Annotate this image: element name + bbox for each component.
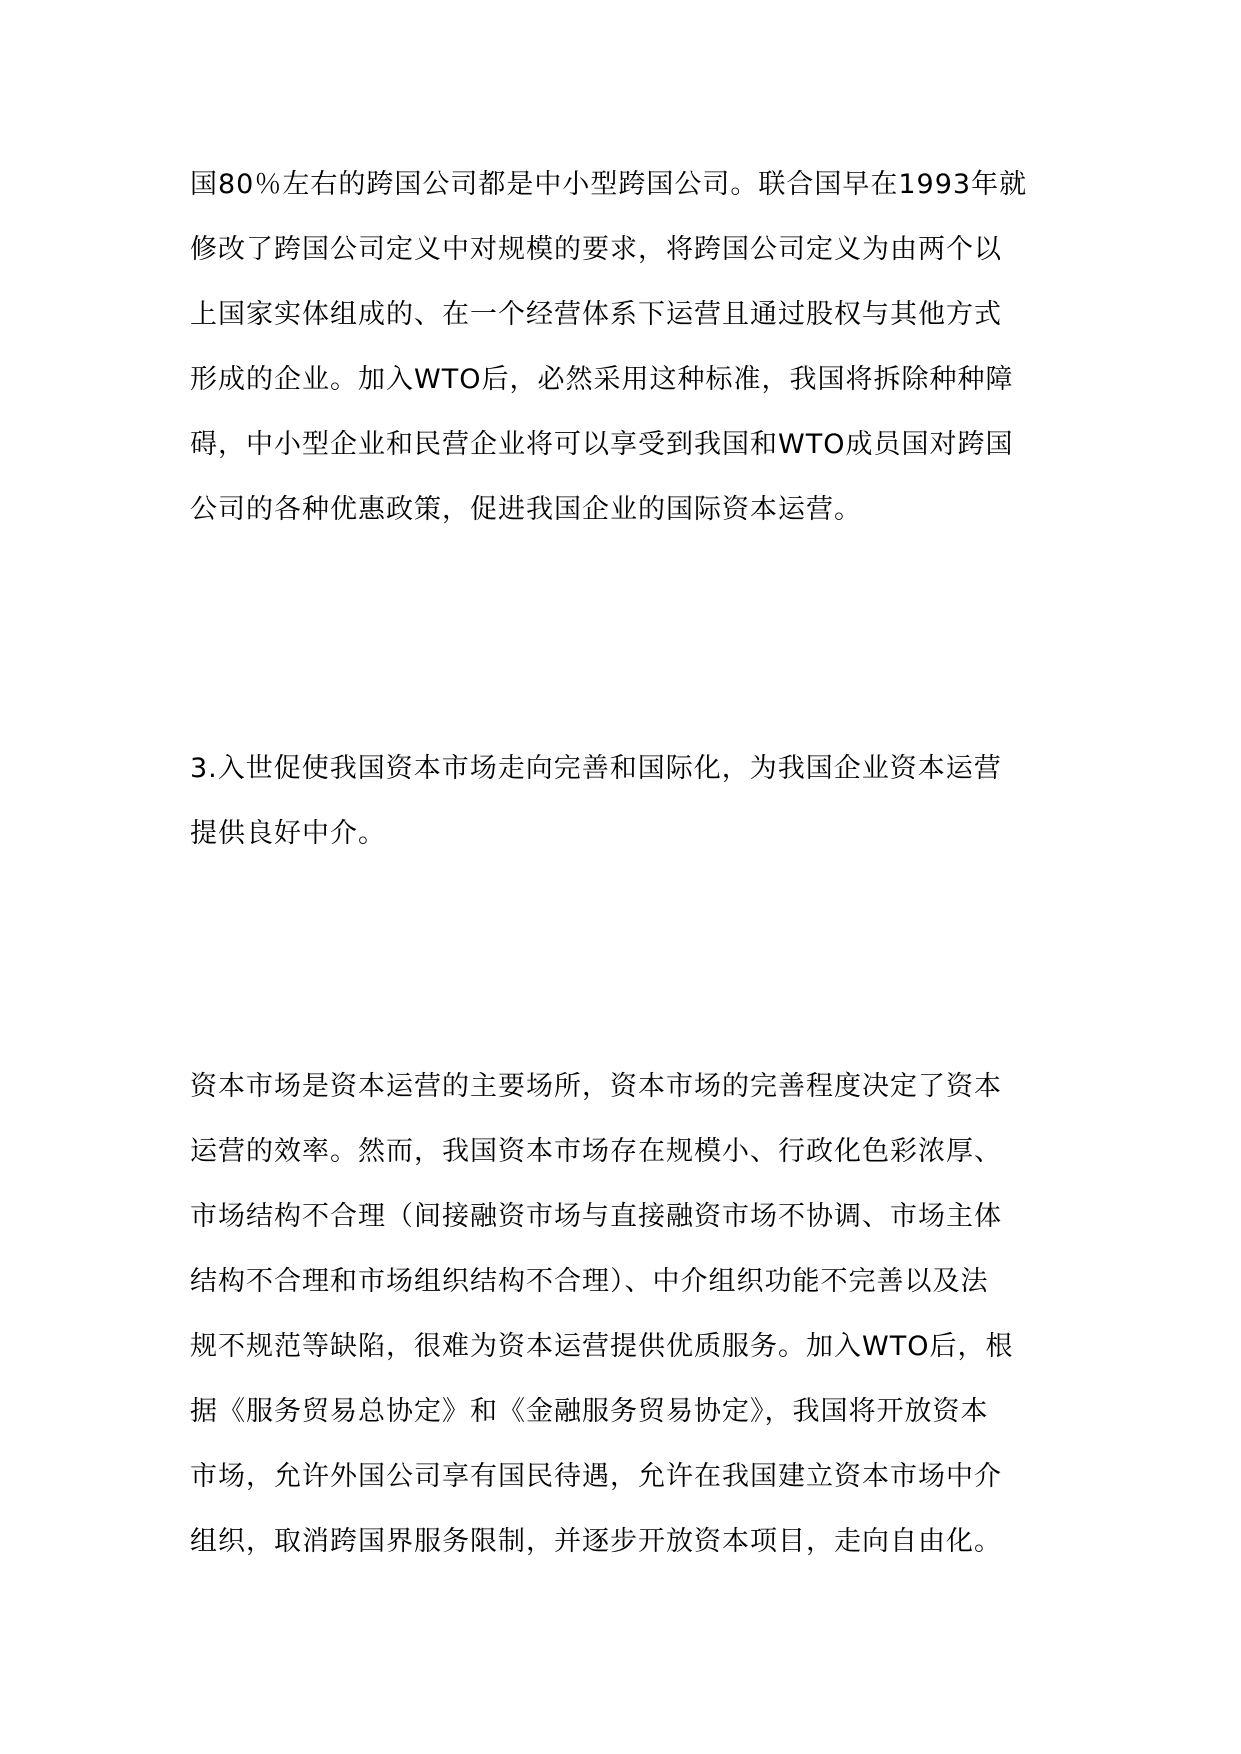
text-line: 市场结构不合理（间接融资市场与直接融资市场不协调、市场主体 (190, 1201, 1002, 1232)
text-line: 结构不合理和市场组织结构不合理）、中介组织功能不完善以及法 (190, 1266, 989, 1297)
text-line: 运营的效率。然而，我国资本市场存在规模小、行政化色彩浓厚、 (190, 1136, 1002, 1167)
heading-line: 3.入世促使我国资本市场走向完善和国际化，为我国企业资本运营 (190, 753, 1002, 784)
paragraph-transnational-companies (190, 152, 1050, 542)
text-line: 资本市场是资本运营的主要场所，资本市场的完善程度决定了资本 (190, 1071, 1002, 1102)
text-line: 市场，允许外国公司享有国民待遇，允许在我国建立资本市场中介 (190, 1461, 1002, 1492)
text-line: 形成的企业。加入WTO后，必然采用这种标准，我国将拆除种种障 (190, 364, 1014, 395)
section-heading-3 (190, 736, 1050, 866)
text-line: 公司的各种优惠政策，促进我国企业的国际资本运营。 (190, 494, 862, 525)
text-line: 碍，中小型企业和民营企业将可以享受到我国和WTO成员国对跨国 (190, 429, 1014, 460)
text-line: 国80％左右的跨国公司都是中小型跨国公司。联合国早在1993年就 (190, 169, 1028, 200)
text-line: 修改了跨国公司定义中对规模的要求，将跨国公司定义为由两个以 (190, 234, 1002, 265)
paragraph-capital-market (190, 1054, 1050, 1574)
text-line: 组织，取消跨国界服务限制，并逐步开放资本项目，走向自由化。 (190, 1526, 1002, 1557)
text-line: 上国家实体组成的、在一个经营体系下运营且通过股权与其他方式 (190, 299, 1002, 330)
text-line: 据《服务贸易总协定》和《金融服务贸易协定》，我国将开放资本 (190, 1396, 989, 1427)
heading-line: 提供良好中介。 (190, 818, 386, 849)
text-line: 规不规范等缺陷，很难为资本运营提供优质服务。加入WTO后，根 (190, 1331, 1014, 1362)
